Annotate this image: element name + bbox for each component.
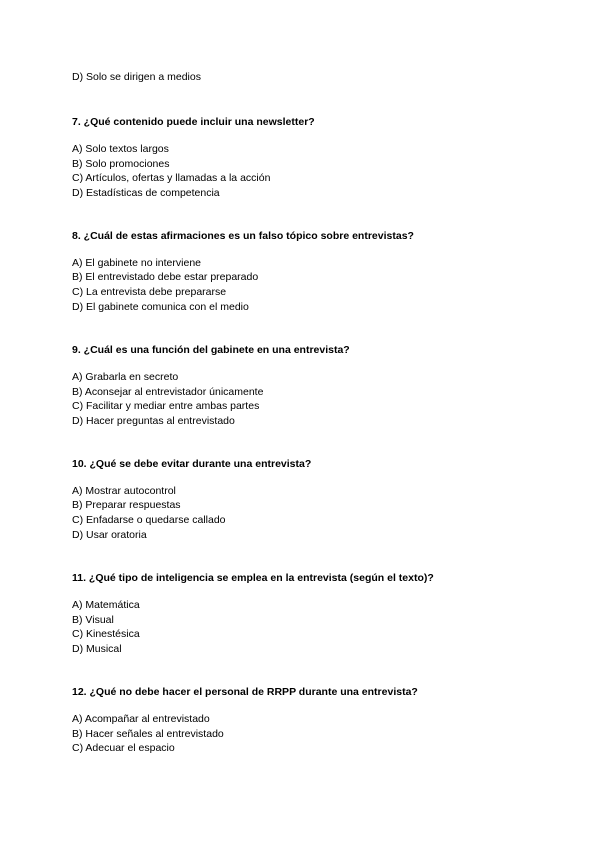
question-9-option-a: A) Grabarla en secreto xyxy=(72,371,179,383)
question-8-option-a: A) El gabinete no interviene xyxy=(72,257,201,269)
question-11-option-c: C) Kinestésica xyxy=(72,628,140,640)
question-11-option-b: B) Visual xyxy=(72,614,114,626)
question-7-option-c: C) Artículos, ofertas y llamadas a la acción xyxy=(72,172,271,184)
question-10-option-a: A) Mostrar autocontrol xyxy=(72,485,176,497)
question-7-title: 7. ¿Qué contenido puede incluir una newsletter? xyxy=(72,116,315,128)
question-9-option-b: B) Aconsejar al entrevistador únicamente xyxy=(72,386,264,398)
question-8-option-d: D) El gabinete comunica con el medio xyxy=(72,301,249,313)
document-page xyxy=(72,0,572,848)
question-8-title: 8. ¿Cuál de estas afirmaciones es un falso tópico sobre entrevistas? xyxy=(72,230,414,242)
question-9-title: 9. ¿Cuál es una función del gabinete en una entrevista? xyxy=(72,344,350,356)
question-9-option-c: C) Facilitar y mediar entre ambas partes xyxy=(72,400,260,412)
question-12-option-a: A) Acompañar al entrevistado xyxy=(72,713,210,725)
question-8-option-b: B) El entrevistado debe estar preparado xyxy=(72,271,259,283)
question-11-option-d: D) Musical xyxy=(72,643,122,655)
question-10-option-c: C) Enfadarse o quedarse callado xyxy=(72,514,226,526)
leading-option: D) Solo se dirigen a medios xyxy=(72,71,201,83)
question-7-option-b: B) Solo promociones xyxy=(72,158,170,170)
question-12-option-c: C) Adecuar el espacio xyxy=(72,742,175,754)
question-8-option-c: C) La entrevista debe prepararse xyxy=(72,286,227,298)
question-12-option-b: B) Hacer señales al entrevistado xyxy=(72,728,224,740)
question-11-option-a: A) Matemática xyxy=(72,599,140,611)
question-10-title: 10. ¿Qué se debe evitar durante una entrevista? xyxy=(72,458,312,470)
question-7-option-a: A) Solo textos largos xyxy=(72,143,169,155)
question-9-option-d: D) Hacer preguntas al entrevistado xyxy=(72,415,235,427)
question-10-option-d: D) Usar oratoria xyxy=(72,529,147,541)
question-11-title: 11. ¿Qué tipo de inteligencia se emplea en la entrevista (según el texto)? xyxy=(72,572,434,584)
question-10-option-b: B) Preparar respuestas xyxy=(72,499,181,511)
question-12-title: 12. ¿Qué no debe hacer el personal de RRPP durante una entrevista? xyxy=(72,686,418,698)
question-7-option-d: D) Estadísticas de competencia xyxy=(72,187,220,199)
